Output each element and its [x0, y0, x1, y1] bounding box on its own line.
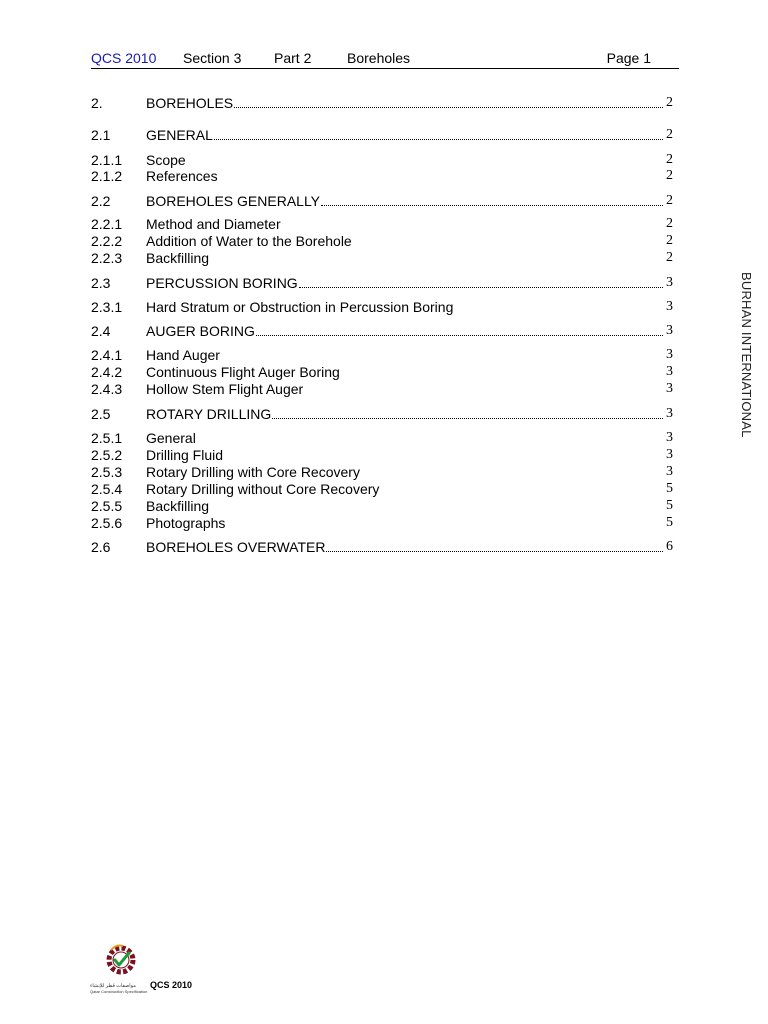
toc-entry-page: 2	[666, 152, 673, 167]
toc-entry[interactable]	[91, 405, 673, 423]
toc-entry-number: 2.2.3	[91, 250, 123, 266]
toc-entry-title: Rotary Drilling with Core Recovery	[146, 464, 360, 480]
toc-entry-page: 3	[666, 406, 673, 421]
toc-entry-title: Backfilling	[146, 498, 210, 514]
toc-entry[interactable]	[91, 298, 673, 316]
toc-entry-page: 5	[666, 498, 673, 513]
toc-entry-page: 2	[666, 168, 673, 183]
toc-entry[interactable]	[91, 322, 673, 340]
header-page-number: Page 1	[606, 50, 651, 66]
toc-dot-leader	[326, 551, 663, 552]
toc-entry-number: 2.4.3	[91, 381, 123, 397]
toc-entry-page: 6	[666, 539, 673, 554]
toc-entry-title: Hollow Stem Flight Auger	[146, 381, 304, 397]
header-section: Section 3	[183, 50, 242, 66]
toc-entry-number: 2.	[91, 95, 103, 111]
toc-entry-page: 3	[666, 347, 673, 362]
toc-entry-title: Hard Stratum or Obstruction in Percussion Boring	[146, 299, 454, 315]
toc-entry-page: 2	[666, 216, 673, 231]
toc-entry-number: 2.5	[91, 406, 111, 422]
toc-entry-page: 3	[666, 323, 673, 338]
toc-entry-title: AUGER BORING	[146, 323, 255, 339]
toc-entry-page: 5	[666, 515, 673, 530]
toc-entry-number: 2.5.4	[91, 481, 123, 497]
toc-entry[interactable]	[91, 497, 673, 515]
toc-entry-title: Addition of Water to the Borehole	[146, 233, 352, 249]
toc-entry-title: Photographs	[146, 515, 226, 531]
toc-entry-number: 2.5.1	[91, 430, 123, 446]
toc-entry-number: 2.2	[91, 193, 111, 209]
toc-entry-title: PERCUSSION BORING	[146, 275, 298, 291]
toc-entry[interactable]	[91, 232, 673, 250]
toc-entry-title: BOREHOLES GENERALLY	[146, 193, 321, 209]
toc-entry[interactable]	[91, 446, 673, 464]
toc-entry-title: Method and Diameter	[146, 216, 281, 232]
toc-entry-title: GENERAL	[146, 127, 213, 143]
toc-dot-leader	[214, 139, 663, 140]
toc-entry-title: BOREHOLES OVERWATER	[146, 539, 326, 555]
toc-entry[interactable]	[91, 94, 673, 112]
toc-entry-number: 2.5.5	[91, 498, 123, 514]
header-title: Boreholes	[347, 50, 411, 66]
toc-entry-page: 3	[666, 275, 673, 290]
toc-entry-page: 3	[666, 381, 673, 396]
header-part: Part 2	[274, 50, 312, 66]
toc-entry-page: 2	[666, 233, 673, 248]
toc-entry-title: Backfilling	[146, 250, 210, 266]
toc-entry-title: General	[146, 430, 196, 446]
toc-entry-number: 2.4.2	[91, 364, 123, 380]
toc-entry[interactable]	[91, 192, 673, 210]
toc-entry-number: 2.4	[91, 323, 111, 339]
toc-dot-leader	[299, 287, 663, 288]
toc-entry-page: 2	[666, 95, 673, 110]
toc-entry-title: Scope	[146, 152, 186, 168]
toc-dot-leader	[234, 107, 663, 108]
toc-entry-page: 3	[666, 430, 673, 445]
toc-entry-page: 3	[666, 364, 673, 379]
toc-entry[interactable]	[91, 249, 673, 267]
toc-dot-leader	[272, 418, 663, 419]
header-rule	[91, 68, 679, 69]
toc-dot-leader	[321, 205, 663, 206]
toc-entry-number: 2.3.1	[91, 299, 123, 315]
toc-entry-page: 3	[666, 464, 673, 479]
toc-entry-number: 2.4.1	[91, 347, 123, 363]
toc-entry-page: 2	[666, 127, 673, 142]
toc-entry-page: 3	[666, 299, 673, 314]
toc-entry-page: 2	[666, 193, 673, 208]
toc-entry[interactable]	[91, 514, 673, 532]
toc-entry[interactable]	[91, 126, 673, 144]
svg-text:مواصفات قطر للإنشاء: مواصفات قطر للإنشاء	[90, 983, 136, 989]
toc-dot-leader	[256, 335, 663, 336]
toc-entry-title: Continuous Flight Auger Boring	[146, 364, 340, 380]
toc-entry-page: 5	[666, 481, 673, 496]
footer-label: QCS 2010	[150, 980, 193, 990]
toc-entry-page: 3	[666, 447, 673, 462]
toc-entry-number: 2.1.2	[91, 168, 123, 184]
toc-entry-number: 2.2.1	[91, 216, 123, 232]
toc-entry-number: 2.1	[91, 127, 111, 143]
toc-entry[interactable]	[91, 463, 673, 481]
toc-entry-page: 2	[666, 250, 673, 265]
toc-entry[interactable]	[91, 538, 673, 556]
toc-entry-number: 2.2.2	[91, 233, 123, 249]
toc-entry-number: 2.5.3	[91, 464, 123, 480]
toc-entry[interactable]	[91, 215, 673, 233]
toc-entry[interactable]	[91, 346, 673, 364]
toc-entry[interactable]	[91, 167, 673, 185]
toc-entry[interactable]	[91, 429, 673, 447]
toc-entry-title: Drilling Fluid	[146, 447, 224, 463]
toc-entry-title: References	[146, 168, 218, 184]
toc-entry[interactable]	[91, 480, 673, 498]
toc-entry-title: Rotary Drilling without Core Recovery	[146, 481, 380, 497]
toc-entry[interactable]	[91, 363, 673, 381]
toc-entry-title: ROTARY DRILLING	[146, 406, 272, 422]
toc-entry-number: 2.1.1	[91, 152, 123, 168]
toc-entry[interactable]	[91, 380, 673, 398]
toc-entry-title: Hand Auger	[146, 347, 220, 363]
toc-entry-number: 2.6	[91, 539, 111, 555]
toc-entry-number: 2.5.2	[91, 447, 123, 463]
page-header	[91, 48, 679, 68]
sidebar-watermark: BURHAN INTERNATIONAL	[739, 272, 754, 438]
toc-entry-number: 2.5.6	[91, 515, 123, 531]
toc-entry-title: BOREHOLES	[146, 95, 234, 111]
toc-entry[interactable]	[91, 274, 673, 292]
qcs-logo	[88, 940, 150, 996]
header-spec: QCS 2010	[91, 50, 157, 66]
toc-entry-number: 2.3	[91, 275, 111, 291]
logo-caption: Qatar Construction Specification	[90, 989, 148, 994]
